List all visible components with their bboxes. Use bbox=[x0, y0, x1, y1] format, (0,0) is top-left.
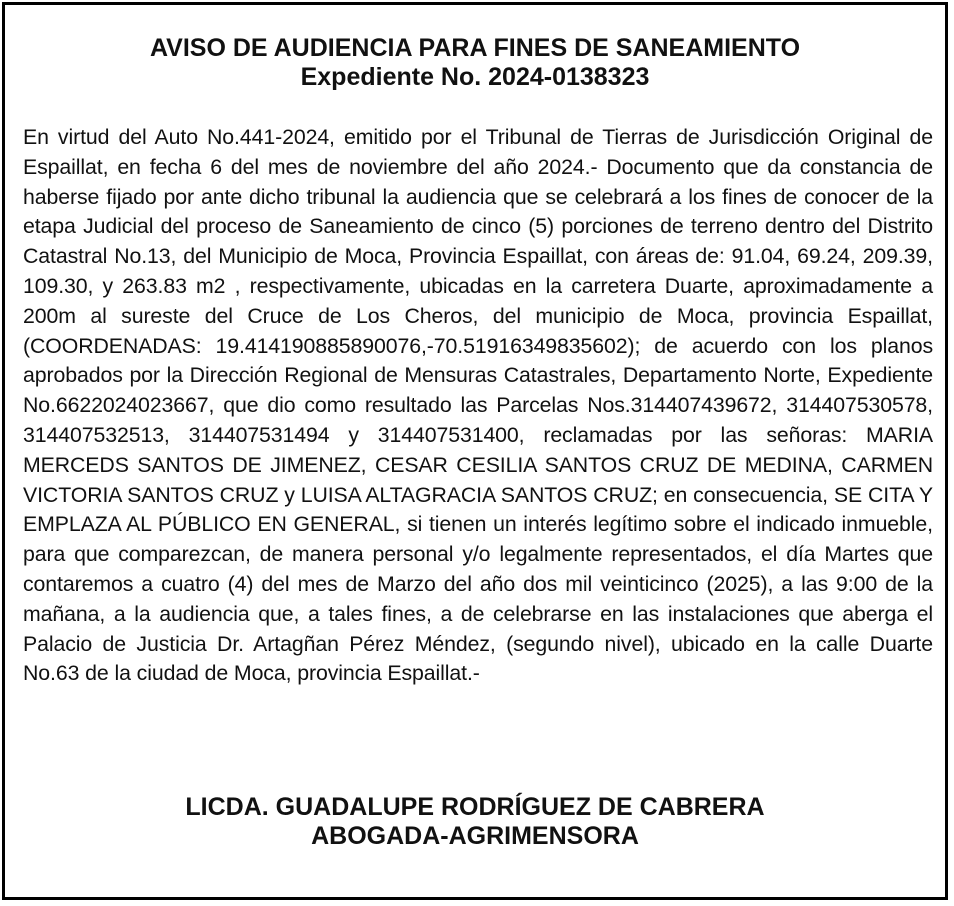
signer-name: LICDA. GUADALUPE RODRÍGUEZ DE CABRERA bbox=[185, 793, 765, 821]
legal-notice bbox=[2, 2, 948, 900]
notice-body: En virtud del Auto No.441-2024, emitido por el Tribunal de Tierras de Jurisdicción Original de Espaillat, en fecha 6 del mes de noviembre del año 2024.- Documento que da constancia de haberse fijado por ante dicho tribunal la audiencia que se celebrará a los fines de conocer de la etapa Judicial del proceso de Saneamiento de cinco (5) porciones de terreno dentro del Distrito Catastral No.13, del Municipio de Moca, Provincia Espaillat, con áreas de: 91.04, 69.24, 209.39, 109.30, y 263.83 m2 , respectivamente, ubicadas en la carretera Duarte, aproximadamente a 200m al sureste del Cruce de Los Cheros, del municipio de Moca, provincia Espaillat, (COORDENADAS: 19.414190885890076,-70.51916349835602); de acuerdo con los planos aprobados por la Dirección Regional de Mensuras Catastrales, Departamento Norte, Expediente No.6622024023667, que dio como resultado las Parcelas Nos.314407439672, 314407530578, 314407532513, 314407531494 y 314407531400, reclamadas por las señoras: MARIA MERCEDS SANTOS DE JIMENEZ, CESAR CESILIA SANTOS CRUZ DE MEDINA, CARMEN VICTORIA SANTOS CRUZ y LUISA ALTAGRACIA SANTOS CRUZ; en consecuencia, SE CITA Y EMPLAZA AL PÚBLICO EN GENERAL, si tienen un interés legítimo sobre el indicado inmueble, para que comparezcan, de manera personal y/o legalmente representados, el día Martes que contaremos a cuatro (4) del mes de Marzo del año dos mil veinticinco (2025), a las 9:00 de la mañana, a la audiencia que, a tales fines, a de celebrarse en las instalaciones que aberga el Palacio de Justicia Dr. Artagñan Pérez Méndez, (segundo nivel), ubicado en la calle Duarte No.63 de la ciudad de Moca, provincia Espaillat.- bbox=[23, 125, 933, 686]
notice-header bbox=[5, 34, 945, 92]
expediente-number: Expediente No. 2024-0138323 bbox=[300, 63, 650, 91]
signature-block bbox=[5, 793, 945, 851]
notice-title: AVISO DE AUDIENCIA PARA FINES DE SANEAMIENTO bbox=[149, 34, 801, 62]
signer-role: ABOGADA-AGRIMENSORA bbox=[311, 822, 639, 850]
